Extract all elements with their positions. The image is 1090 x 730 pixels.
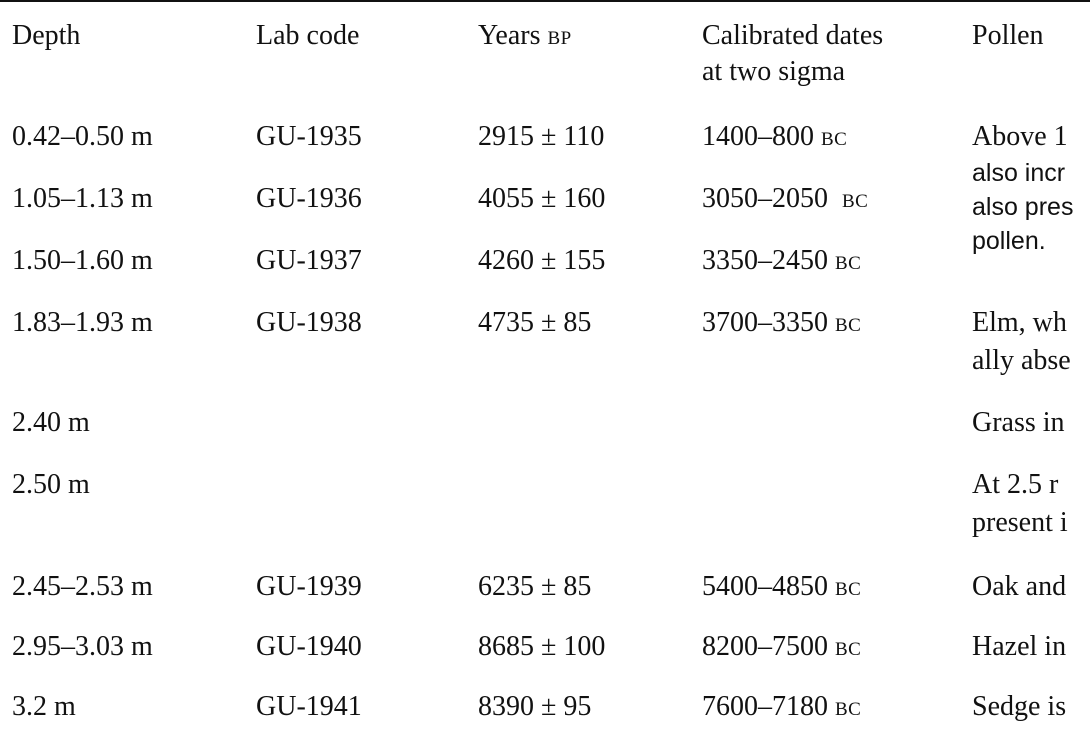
header-depth: Depth (12, 20, 81, 51)
row-lab-code: GU-1941 (256, 691, 362, 722)
row-calibrated-unit: BC (835, 699, 862, 720)
row-calibrated-range: 7600–7180 (702, 691, 828, 722)
row-calibrated-range: 3700–3350 (702, 307, 828, 338)
row-depth: 3.2 m (12, 691, 76, 722)
header-years-unit: BP (547, 28, 572, 49)
header-calibrated-line1: Calibrated dates (702, 20, 884, 51)
row-calibrated (702, 629, 861, 668)
row-lab-code: GU-1935 (256, 121, 362, 152)
row-calibrated (702, 181, 868, 220)
row-lab-code: GU-1940 (256, 631, 362, 662)
pollen-line: Grass in (972, 407, 1065, 438)
row-calibrated-unit: BC (842, 191, 869, 212)
pollen-line: Sedge is (972, 691, 1067, 722)
row-years: 2915 ± 110 (478, 121, 605, 152)
pollen-line: also pres (972, 193, 1074, 221)
row-depth: 1.50–1.60 m (12, 245, 153, 276)
row-depth: 1.05–1.13 m (12, 183, 153, 214)
row-calibrated-range: 1400–800 (702, 121, 814, 152)
row-years: 8390 ± 95 (478, 691, 592, 722)
pollen-line: ally abse (972, 345, 1071, 376)
row-lab-code: GU-1938 (256, 307, 362, 338)
row-calibrated-unit: BC (835, 253, 862, 274)
row-calibrated (702, 689, 861, 728)
row-lab-code: GU-1936 (256, 183, 362, 214)
row-depth: 2.45–2.53 m (12, 571, 153, 602)
row-depth: 0.42–0.50 m (12, 121, 153, 152)
row-years: 4055 ± 160 (478, 183, 606, 214)
pollen-line: also incr (972, 159, 1066, 187)
pollen-line: pollen. (972, 227, 1046, 255)
row-calibrated-range: 3350–2450 (702, 245, 828, 276)
pollen-line: present i (972, 507, 1068, 538)
row-calibrated-unit: BC (821, 129, 848, 150)
header-years (478, 18, 572, 57)
row-calibrated-range: 3050–2050 (702, 183, 828, 214)
row-depth: 1.83–1.93 m (12, 307, 153, 338)
row-depth: 2.95–3.03 m (12, 631, 153, 662)
row-years: 4260 ± 155 (478, 245, 606, 276)
row-calibrated-unit: BC (835, 315, 862, 336)
row-calibrated (702, 119, 847, 158)
pollen-line: At 2.5 r (972, 469, 1059, 500)
row-depth: 2.40 m (12, 407, 90, 438)
pollen-line: Hazel in (972, 631, 1067, 662)
pollen-line: Above 1 (972, 121, 1068, 152)
header-years-label: Years (478, 20, 541, 51)
row-calibrated-unit: BC (835, 639, 862, 660)
pollen-line: Elm, wh (972, 307, 1067, 338)
row-calibrated (702, 243, 861, 282)
row-calibrated (702, 305, 861, 344)
row-calibrated-unit: BC (835, 579, 862, 600)
pollen-line: Oak and (972, 571, 1067, 602)
row-years: 8685 ± 100 (478, 631, 606, 662)
header-lab-code: Lab code (256, 20, 360, 51)
header-calibrated-line2: at two sigma (702, 56, 846, 87)
row-lab-code: GU-1939 (256, 571, 362, 602)
row-calibrated-range: 8200–7500 (702, 631, 828, 662)
header-pollen: Pollen (972, 20, 1044, 51)
row-lab-code: GU-1937 (256, 245, 362, 276)
row-depth: 2.50 m (12, 469, 90, 500)
row-calibrated (702, 569, 861, 608)
row-calibrated-range: 5400–4850 (702, 571, 828, 602)
row-years: 4735 ± 85 (478, 307, 592, 338)
row-years: 6235 ± 85 (478, 571, 592, 602)
top-rule (0, 0, 1090, 2)
